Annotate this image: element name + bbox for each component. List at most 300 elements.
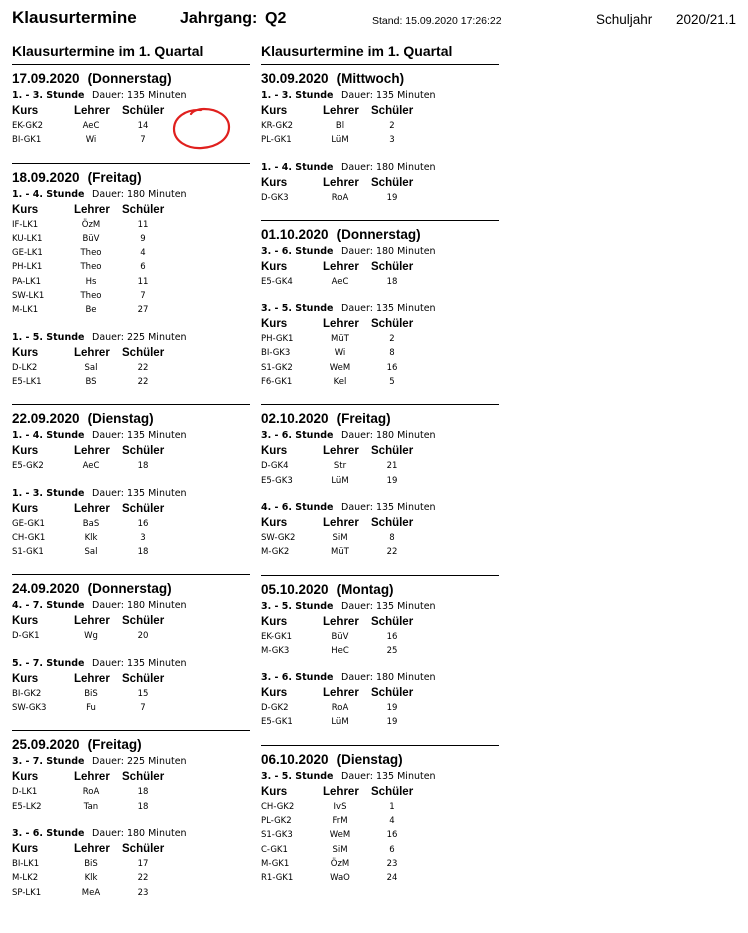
session-header: [261, 500, 499, 515]
student-count-cell: 27: [137, 305, 149, 316]
course-cell: CH-GK2: [261, 801, 295, 812]
schuljahr-value: 2020/21.1: [676, 12, 737, 27]
table-row: [12, 246, 250, 260]
teacher-cell: MeA: [81, 887, 101, 898]
exam-date: 24.09.2020: [12, 581, 80, 597]
teacher-cell: Wi: [85, 135, 97, 146]
table-header: [12, 613, 250, 629]
date-block: [12, 163, 250, 402]
header-kurs: Kurs: [12, 615, 39, 628]
student-count-cell: 16: [137, 518, 149, 529]
course-cell: EK-GK2: [12, 121, 43, 131]
course-cell: C-GK1: [261, 844, 288, 855]
course-cell: PH-LK1: [12, 262, 43, 273]
session-duration: Dauer: 135 Minuten: [341, 90, 436, 101]
table-row: [12, 886, 250, 900]
red-circle-annotation: [171, 106, 233, 152]
session-duration: Dauer: 135 Minuten: [92, 430, 187, 442]
header-lehrer: Lehrer: [74, 672, 110, 685]
student-count-cell: 20: [137, 631, 149, 642]
teacher-cell: LüM: [331, 135, 349, 146]
student-count-cell: 8: [389, 532, 395, 543]
session-header: [12, 428, 250, 443]
table-header: [12, 345, 250, 361]
student-count-cell: 23: [137, 887, 149, 898]
course-cell: GE-GK1: [12, 518, 45, 529]
block-spacer: [12, 389, 250, 401]
session-duration: Dauer: 180 Minuten: [341, 161, 436, 173]
session-duration: Dauer: 135 Minuten: [92, 487, 187, 499]
student-count-cell: 22: [386, 547, 398, 558]
table-row: [12, 218, 250, 232]
session-header: [261, 244, 499, 259]
session-duration: Dauer: 180 Minuten: [341, 430, 436, 442]
course-cell: M-GK2: [261, 547, 290, 558]
table-row: [261, 828, 499, 842]
student-count-cell: 8: [389, 348, 395, 359]
exam-session: [12, 598, 250, 643]
header-kurs: Kurs: [261, 687, 288, 700]
table-row: [12, 857, 250, 871]
course-cell: PA-LK1: [12, 276, 41, 287]
date-block: [12, 404, 250, 571]
exam-session: [261, 500, 499, 560]
teacher-cell: Wg: [84, 631, 98, 642]
header-lehrer: Lehrer: [74, 346, 110, 359]
exam-weekday: (Mittwoch): [336, 71, 405, 86]
header-lehrer: Lehrer: [74, 502, 110, 515]
teacher-cell: BüV: [331, 631, 349, 642]
course-cell: SW-LK1: [12, 291, 45, 302]
header-kurs: Kurs: [12, 771, 39, 784]
header-lehrer: Lehrer: [74, 445, 110, 458]
session-duration: Dauer: 180 Minuten: [92, 188, 187, 200]
student-count-cell: 18: [137, 801, 149, 812]
table-row: [261, 332, 499, 346]
exam-session: [12, 428, 250, 473]
exam-date: 22.09.2020: [12, 411, 80, 427]
table-header: [261, 784, 499, 800]
student-count-cell: 6: [140, 262, 146, 273]
table-row: [261, 871, 499, 885]
table-row: [12, 871, 250, 885]
teacher-cell: Sal: [84, 547, 98, 558]
session-header: [12, 598, 250, 613]
exam-column-right: [261, 42, 499, 898]
block-spacer: [261, 205, 499, 217]
teacher-cell: Theo: [80, 248, 102, 259]
course-cell: SP-LK1: [12, 887, 42, 898]
header-kurs: Kurs: [12, 346, 39, 359]
header-lehrer: Lehrer: [74, 105, 110, 117]
header-schueler: Schüler: [122, 203, 165, 216]
table-header: [261, 103, 499, 119]
block-spacer: [261, 389, 499, 401]
exam-session: [12, 330, 250, 390]
teacher-cell: Theo: [80, 262, 102, 273]
header-kurs: Kurs: [261, 516, 288, 529]
teacher-cell: RoA: [331, 192, 349, 203]
session-duration: Dauer: 180 Minuten: [92, 600, 187, 612]
student-count-cell: 11: [137, 219, 149, 230]
session-periods: 3. - 5. Stunde: [261, 600, 334, 612]
course-cell: E5-GK4: [261, 276, 293, 287]
session-periods: 4. - 6. Stunde: [261, 501, 334, 513]
table-row: [12, 701, 250, 715]
session-duration: Dauer: 135 Minuten: [341, 770, 436, 782]
exam-weekday: (Freitag): [87, 737, 142, 753]
table-row: [12, 303, 250, 317]
exam-weekday: (Dienstag): [87, 411, 154, 427]
header-lehrer: Lehrer: [323, 105, 359, 117]
session-header: [261, 88, 499, 103]
table-header: [12, 769, 250, 785]
student-count-cell: 22: [137, 873, 149, 884]
course-cell: EK-GK1: [261, 631, 292, 642]
session-periods: 1. - 3. Stunde: [12, 487, 85, 499]
date-heading: [12, 580, 250, 598]
course-cell: SW-GK2: [261, 532, 296, 543]
header-lehrer: Lehrer: [323, 516, 359, 529]
session-duration: Dauer: 135 Minuten: [92, 90, 187, 101]
teacher-cell: ÖzM: [81, 219, 101, 230]
header-lehrer: Lehrer: [323, 176, 359, 189]
date-heading: [261, 226, 499, 244]
exam-session: [12, 486, 250, 560]
teacher-cell: Klk: [84, 532, 98, 543]
course-cell: D-LK2: [12, 362, 38, 373]
table-row: [12, 232, 250, 246]
course-cell: KU-LK1: [12, 233, 43, 244]
block-spacer: [12, 715, 250, 727]
date-block: [261, 745, 499, 898]
session-header: [261, 301, 499, 316]
date-heading: [12, 169, 250, 187]
student-count-cell: 19: [386, 703, 398, 714]
course-cell: M-GK1: [261, 858, 290, 869]
course-cell: M-LK2: [12, 873, 39, 884]
session-duration: Dauer: 135 Minuten: [341, 501, 436, 513]
student-count-cell: 4: [140, 248, 146, 259]
student-count-cell: 3: [389, 135, 395, 146]
teacher-cell: RoA: [331, 703, 349, 714]
date-heading: [261, 581, 499, 599]
table-header: [12, 671, 250, 687]
student-count-cell: 18: [137, 787, 149, 798]
header-schueler: Schüler: [371, 687, 414, 700]
teacher-cell: Tan: [83, 801, 99, 812]
header-kurs: Kurs: [261, 445, 288, 458]
course-cell: GE-LK1: [12, 248, 43, 259]
session-header: [261, 599, 499, 614]
table-header: [261, 685, 499, 701]
course-cell: IF-LK1: [12, 219, 39, 230]
student-count-cell: 18: [137, 461, 149, 472]
exam-session: [261, 670, 499, 730]
header-lehrer: Lehrer: [323, 615, 359, 628]
session-header: [261, 769, 499, 784]
exam-session: [261, 160, 499, 205]
table-row: [261, 474, 499, 488]
course-cell: BI-GK3: [261, 348, 291, 359]
date-heading: [261, 410, 499, 428]
student-count-cell: 1: [389, 801, 395, 812]
teacher-cell: Sal: [84, 362, 98, 373]
table-row: [261, 459, 499, 473]
teacher-cell: ÖzM: [330, 858, 350, 869]
session-periods: 1. - 4. Stunde: [12, 188, 85, 200]
course-cell: KR-GK2: [261, 121, 294, 131]
page-title: Klausurtermine: [12, 8, 137, 27]
header-lehrer: Lehrer: [74, 203, 110, 216]
block-spacer: [261, 886, 499, 898]
student-count-cell: 16: [386, 362, 398, 373]
session-header: [12, 656, 250, 671]
header-kurs: Kurs: [261, 105, 288, 117]
table-row: [12, 260, 250, 274]
student-count-cell: 5: [389, 377, 395, 388]
exam-weekday: (Dienstag): [336, 751, 403, 767]
teacher-cell: BiS: [84, 688, 98, 699]
date-block: [261, 220, 499, 401]
header-kurs: Kurs: [261, 785, 288, 798]
course-cell: D-GK4: [261, 461, 289, 472]
table-row: [12, 375, 250, 389]
header-schueler: Schüler: [371, 176, 414, 189]
student-count-cell: 16: [386, 830, 398, 841]
exam-date: 05.10.2020: [261, 581, 329, 597]
student-count-cell: 22: [137, 376, 149, 387]
session-header: [261, 428, 499, 443]
exam-session: [261, 599, 499, 659]
course-cell: S1-GK1: [12, 547, 44, 558]
course-cell: BI-GK1: [12, 135, 42, 146]
exam-weekday: (Freitag): [87, 169, 142, 185]
teacher-cell: MüT: [331, 334, 349, 345]
table-header: [261, 443, 499, 459]
table-row: [261, 361, 499, 375]
column-title: Klausurtermine im 1. Quartal: [12, 43, 204, 59]
exam-session: [261, 769, 499, 886]
session-header: [12, 826, 250, 841]
teacher-cell: AeC: [331, 276, 349, 287]
exam-session: [12, 656, 250, 716]
table-row: [261, 701, 499, 715]
course-cell: E5-GK1: [261, 717, 293, 728]
session-periods: 3. - 6. Stunde: [261, 672, 334, 684]
header-schueler: Schüler: [371, 445, 414, 458]
block-spacer: [12, 900, 250, 912]
header-schueler: Schüler: [371, 516, 414, 529]
block-spacer: [261, 560, 499, 572]
table-header: [261, 316, 499, 332]
teacher-cell: LüM: [331, 717, 349, 728]
exam-weekday: (Donnerstag): [87, 71, 172, 86]
header-lehrer: Lehrer: [323, 260, 359, 273]
teacher-cell: BaS: [82, 518, 100, 529]
student-count-cell: 6: [389, 844, 395, 855]
course-cell: D-GK3: [261, 192, 289, 203]
exam-weekday: (Donnerstag): [87, 581, 172, 597]
session-duration: Dauer: 180 Minuten: [341, 672, 436, 684]
session-periods: 3. - 5. Stunde: [261, 770, 334, 782]
table-row: [12, 687, 250, 701]
header-schueler: Schüler: [122, 346, 165, 359]
jahrgang-value: Q2: [265, 10, 287, 27]
table-row: [261, 375, 499, 389]
student-count-cell: 21: [386, 461, 398, 472]
header-kurs: Kurs: [261, 615, 288, 628]
table-header: [12, 202, 250, 218]
date-block: [261, 64, 499, 217]
table-row: [12, 275, 250, 289]
course-cell: E5-LK2: [12, 801, 42, 812]
header-kurs: Kurs: [261, 176, 288, 189]
session-duration: Dauer: 135 Minuten: [92, 657, 187, 669]
date-heading: [12, 70, 250, 88]
table-row: [261, 857, 499, 871]
header-lehrer: Lehrer: [323, 785, 359, 798]
table-header: [12, 841, 250, 857]
session-header: [12, 88, 250, 103]
header-schueler: Schüler: [371, 318, 414, 331]
course-cell: CH-GK1: [12, 532, 46, 543]
student-count-cell: 18: [386, 276, 398, 287]
table-row: [261, 545, 499, 559]
header-lehrer: Lehrer: [74, 842, 110, 855]
session-periods: 4. - 7. Stunde: [12, 600, 85, 612]
exam-date: 18.09.2020: [12, 169, 80, 185]
teacher-cell: Str: [333, 461, 347, 472]
session-duration: Dauer: 225 Minuten: [92, 331, 187, 343]
session-periods: 3. - 6. Stunde: [12, 827, 85, 839]
exam-session: [12, 754, 250, 814]
course-cell: R1-GK1: [261, 873, 294, 884]
course-cell: M-GK3: [261, 645, 290, 656]
session-header: [12, 187, 250, 202]
session-periods: 1. - 3. Stunde: [261, 90, 334, 101]
header-lehrer: Lehrer: [74, 771, 110, 784]
teacher-cell: Klk: [84, 873, 98, 884]
course-cell: F6-GK1: [261, 377, 293, 388]
header-kurs: Kurs: [12, 105, 39, 117]
table-row: [12, 459, 250, 473]
session-header: [261, 160, 499, 175]
header-schueler: Schüler: [371, 615, 414, 628]
teacher-cell: Hs: [85, 276, 97, 287]
schuljahr-label: Schuljahr: [596, 12, 653, 27]
student-count-cell: 17: [137, 858, 149, 869]
table-row: [261, 119, 499, 133]
teacher-cell: SiM: [332, 844, 348, 855]
session-periods: 3. - 6. Stunde: [261, 430, 334, 442]
exam-date: 02.10.2020: [261, 411, 329, 427]
header-schueler: Schüler: [371, 785, 414, 798]
student-count-cell: 9: [140, 233, 146, 244]
course-cell: D-GK2: [261, 703, 289, 714]
teacher-cell: BiS: [84, 858, 98, 869]
block-spacer: [261, 730, 499, 742]
student-count-cell: 7: [140, 291, 146, 302]
course-cell: PL-GK2: [261, 816, 292, 827]
header-kurs: Kurs: [12, 842, 39, 855]
date-heading: [12, 410, 250, 428]
course-cell: BI-GK2: [12, 688, 42, 699]
teacher-cell: Wi: [334, 348, 346, 359]
teacher-cell: SiM: [332, 532, 348, 543]
course-cell: SW-GK3: [12, 703, 47, 714]
session-duration: Dauer: 135 Minuten: [341, 600, 436, 612]
teacher-cell: IvS: [333, 801, 347, 812]
table-header: [261, 614, 499, 630]
teacher-cell: LüM: [331, 475, 349, 486]
exam-session: [261, 301, 499, 389]
exam-weekday: (Montag): [336, 581, 394, 597]
teacher-cell: WeM: [329, 830, 351, 841]
table-row: [261, 814, 499, 828]
table-row: [12, 629, 250, 643]
teacher-cell: HeC: [331, 645, 349, 656]
date-block: [261, 575, 499, 742]
session-header: [12, 486, 250, 501]
teacher-cell: WaO: [330, 873, 350, 884]
table-row: [12, 517, 250, 531]
course-cell: S1-GK3: [261, 830, 293, 841]
teacher-cell: RoA: [82, 787, 100, 798]
session-periods: 3. - 5. Stunde: [261, 303, 334, 315]
session-duration: Dauer: 180 Minuten: [92, 827, 187, 839]
header-schueler: Schüler: [122, 672, 165, 685]
student-count-cell: 7: [140, 135, 146, 146]
course-cell: S1-GK2: [261, 362, 293, 373]
session-periods: 1. - 4. Stunde: [261, 161, 334, 173]
student-count-cell: 2: [389, 121, 395, 131]
session-header: [12, 330, 250, 345]
teacher-cell: Kel: [333, 377, 347, 388]
student-count-cell: 22: [137, 362, 149, 373]
date-block: [12, 730, 250, 911]
header-schueler: Schüler: [122, 842, 165, 855]
student-count-cell: 15: [137, 688, 149, 699]
table-row: [261, 346, 499, 360]
teacher-cell: BüV: [82, 233, 100, 244]
exam-weekday: (Freitag): [336, 411, 391, 427]
table-row: [261, 133, 499, 147]
header-kurs: Kurs: [12, 445, 39, 458]
session-header: [261, 670, 499, 685]
teacher-cell: WeM: [329, 362, 351, 373]
teacher-cell: Be: [85, 305, 97, 316]
student-count-cell: 19: [386, 192, 398, 203]
header-kurs: Kurs: [12, 203, 39, 216]
session-duration: Dauer: 225 Minuten: [92, 756, 187, 768]
session-periods: 3. - 7. Stunde: [12, 756, 85, 768]
course-cell: D-GK1: [12, 631, 40, 642]
course-cell: PH-GK1: [261, 334, 294, 345]
exam-session: [12, 826, 250, 900]
session-periods: 1. - 4. Stunde: [12, 430, 85, 442]
exam-weekday: (Donnerstag): [336, 226, 421, 242]
table-row: [12, 289, 250, 303]
teacher-cell: Fu: [86, 703, 96, 714]
table-row: [261, 644, 499, 658]
exam-date: 30.09.2020: [261, 71, 329, 86]
exam-session: [261, 244, 499, 289]
table-row: [12, 531, 250, 545]
header-kurs: Kurs: [261, 260, 288, 273]
student-count-cell: 18: [137, 547, 149, 558]
exam-date: 25.09.2020: [12, 737, 80, 753]
